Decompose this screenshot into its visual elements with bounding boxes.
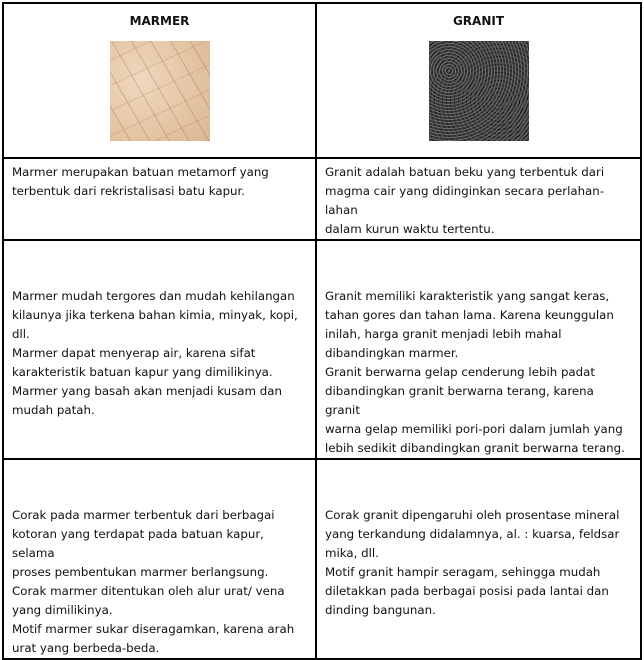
paragraph — [325, 563, 632, 620]
marble-title: MARMER — [129, 14, 190, 28]
text-line: terbentuk dari rekristalisasi batu kapur. — [12, 184, 246, 198]
text-line: dibandingkan granit berwarna terang, karena granit — [325, 384, 594, 417]
granite-definition-cell — [316, 158, 641, 240]
text-line: yang terkandung didalamnya, al. : kuarsa, feldsar — [325, 527, 620, 541]
paragraph — [12, 344, 307, 382]
text-line: urat yang berbeda-beda. — [12, 641, 160, 655]
paragraph — [12, 163, 307, 201]
text-line: tahan gores dan tahan lama. Karena keunggulan — [325, 308, 614, 322]
text-line: Corak granit dipengaruhi oleh prosentase mineral — [325, 508, 620, 522]
text-line: dll. — [12, 327, 30, 341]
text-line: diletakkan pada berbagai posisi pada lantai dan — [325, 584, 609, 598]
text-line: mika, dll. — [325, 546, 379, 560]
text-line: lebih sedikit dibandingkan granit berwarna terang. — [325, 441, 625, 455]
text-line: Granit berwarna gelap cenderung lebih padat — [325, 365, 596, 379]
text-line: karakteristik batuan kapur yang dimilikinya. — [12, 365, 273, 379]
granite-header-cell — [316, 3, 641, 158]
paragraph — [325, 163, 632, 239]
text-line: Granit adalah batuan beku yang terbentuk dari — [325, 165, 605, 179]
paragraph — [325, 506, 632, 563]
text-line: Marmer yang basah akan menjadi kusam dan — [12, 384, 282, 398]
granite-pattern-cell — [316, 459, 641, 659]
paragraph — [12, 582, 307, 620]
text-line: Marmer merupakan batuan metamorf yang — [12, 165, 269, 179]
row-characteristics — [3, 240, 641, 459]
text-line: warna gelap memiliki pori-pori dalam jumlah yang — [325, 422, 623, 436]
text-line: mudah patah. — [12, 403, 95, 417]
text-line: kilaunya jika terkena bahan kimia, minyak, kopi, — [12, 308, 298, 322]
paragraph — [12, 287, 307, 344]
marble-characteristics-cell — [3, 240, 316, 459]
text-line: Granit memiliki karakteristik yang sangat keras, — [325, 289, 610, 303]
text-line: Motif marmer sukar diseragamkan, karena arah — [12, 622, 295, 636]
paragraph — [12, 382, 307, 420]
text-line: dibandingkan marmer. — [325, 346, 459, 360]
text-line: Marmer dapat menyerap air, karena sifat — [12, 346, 256, 360]
row-definition — [3, 158, 641, 240]
text-line: inilah, harga granit menjadi lebih mahal — [325, 327, 562, 341]
text-line: kotoran yang terdapat pada batuan kapur, selama — [12, 527, 264, 560]
text-line: Marmer mudah tergores dan mudah kehilangan — [12, 289, 295, 303]
text-line: dalam kurun waktu tertentu. — [325, 222, 495, 236]
comparison-table — [2, 2, 642, 660]
paragraph — [12, 506, 307, 582]
header-row — [3, 3, 641, 158]
row-pattern — [3, 459, 641, 659]
marble-texture-image — [110, 41, 210, 141]
text-line: Corak pada marmer terbentuk dari berbagai — [12, 508, 275, 522]
text-line: dinding bangunan. — [325, 603, 436, 617]
text-line: Motif granit hampir seragam, sehingga mudah — [325, 565, 601, 579]
text-line: Corak marmer ditentukan oleh alur urat/ vena — [12, 584, 285, 598]
marble-header-cell — [3, 3, 316, 158]
text-line: yang dimilikinya. — [12, 603, 113, 617]
paragraph — [12, 620, 307, 658]
paragraph — [325, 363, 632, 458]
paragraph — [325, 287, 632, 363]
granite-texture-image — [429, 41, 529, 141]
marble-definition-cell — [3, 158, 316, 240]
granite-characteristics-cell — [316, 240, 641, 459]
text-line: proses pembentukan marmer berlangsung. — [12, 565, 269, 579]
marble-pattern-cell — [3, 459, 316, 659]
text-line: magma cair yang didinginkan secara perlahan-lahan — [325, 184, 605, 217]
granite-title: GRANIT — [452, 14, 505, 28]
